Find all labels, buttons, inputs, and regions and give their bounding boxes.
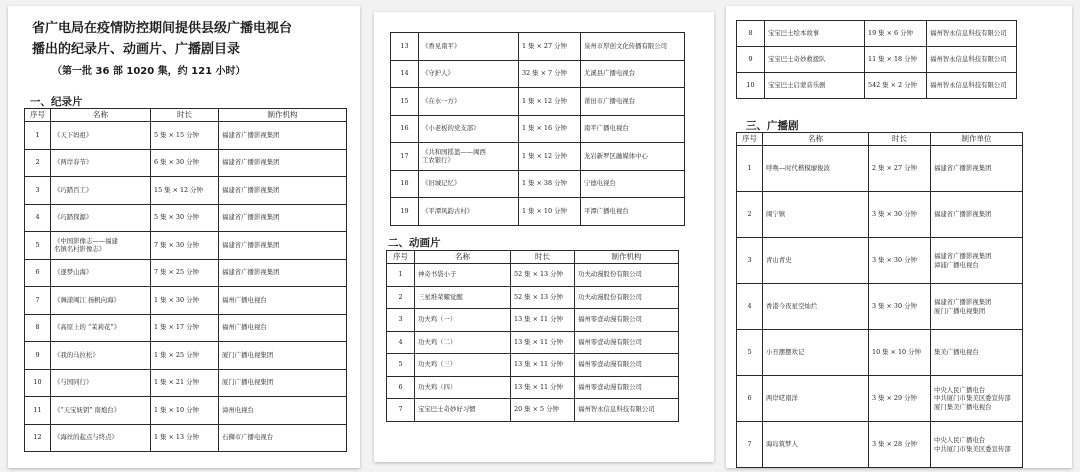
cell-duration: 15 集 × 12 分钟 xyxy=(151,177,219,205)
cell-producer: 福建省广播影视集团 xyxy=(931,146,1023,192)
cell-title: 《高原上的 “茉莉花”》 xyxy=(51,314,151,342)
cell-title: 宝宝巴士奇妙救援队 xyxy=(765,47,865,73)
table-row xyxy=(737,376,1023,422)
cell-duration: 1 集 × 27 分钟 xyxy=(519,33,581,61)
cell-number: 3 xyxy=(737,238,763,284)
section-heading-animation: 二、动画片 xyxy=(388,237,441,249)
table-row xyxy=(25,177,347,205)
cell-duration: 5 集 × 30 分钟 xyxy=(151,204,219,232)
cell-number: 14 xyxy=(391,60,419,88)
cell-number: 7 xyxy=(25,287,51,315)
cell-number: 1 xyxy=(387,264,415,287)
cell-title: 《舞漾闽江 扬帆向海》 xyxy=(51,287,151,315)
cell-number: 10 xyxy=(737,73,765,99)
cell-producer: 福州零壹动漫有限公司 xyxy=(575,309,679,332)
table-row xyxy=(25,369,347,397)
cell-number: 6 xyxy=(25,259,51,287)
cell-producer: 功夫动漫股份有限公司 xyxy=(575,264,679,287)
table-row xyxy=(737,47,1017,73)
table-row xyxy=(25,314,347,342)
table-header-row xyxy=(387,251,679,264)
cell-title: 《中国影像志——福建 名镇名村影像志》 xyxy=(51,232,151,260)
cell-producer: 福建省广播影视集团 xyxy=(219,149,347,177)
cell-title: 《平潭风韵古村》 xyxy=(419,198,519,226)
table-row xyxy=(25,342,347,370)
cell-number: 6 xyxy=(737,376,763,422)
table-row xyxy=(25,287,347,315)
cell-duration: 52 集 × 13 分钟 xyxy=(511,286,575,309)
cell-producer: 漳州电视台 xyxy=(219,397,347,425)
cell-title: 《“天宝妩钥” 南炮台》 xyxy=(51,397,151,425)
cell-title: 三星堆荣耀觉醒 xyxy=(415,286,511,309)
cell-title: 《小老板的党支部》 xyxy=(419,115,519,143)
col-header-duration: 时长 xyxy=(151,109,219,122)
cell-producer: 福州零壹动漫有限公司 xyxy=(575,331,679,354)
table-row xyxy=(737,192,1023,238)
cell-number: 11 xyxy=(25,397,51,425)
cell-title: 《巧踏百工》 xyxy=(51,177,151,205)
cell-producer: 福州智永信息科技有限公司 xyxy=(927,73,1017,99)
cell-title: 青山青史 xyxy=(763,238,869,284)
cell-title: 两岸呓南洋 xyxy=(763,376,869,422)
col-header-duration: 时长 xyxy=(511,251,575,264)
cell-producer: 福建省广播影视集团 xyxy=(931,192,1023,238)
cell-number: 1 xyxy=(737,146,763,192)
cell-duration: 1 集 × 10 分钟 xyxy=(519,198,581,226)
cell-title: 香港今夜星空灿烂 xyxy=(763,284,869,330)
cell-duration: 1 集 × 12 分钟 xyxy=(519,88,581,116)
cell-producer: 功夫动漫股份有限公司 xyxy=(575,286,679,309)
col-header-no: 序号 xyxy=(387,251,415,264)
cell-number: 4 xyxy=(387,331,415,354)
cell-producer: 福建省广播影视集团 xyxy=(219,204,347,232)
cell-producer: 石狮市广播电视台 xyxy=(219,424,347,452)
cell-title: 海岛筑梦人 xyxy=(763,422,869,468)
cell-producer: 福建省广播影视集团 xyxy=(219,259,347,287)
table-row xyxy=(391,143,685,171)
col-header-producer: 制作机构 xyxy=(575,251,679,264)
cell-number: 7 xyxy=(737,422,763,468)
table-row xyxy=(737,422,1023,468)
cell-number: 5 xyxy=(387,354,415,377)
cell-producer: 福州智永信息科技有限公司 xyxy=(575,399,679,422)
cell-title: 《海丝的起点与终点》 xyxy=(51,424,151,452)
table-row xyxy=(391,60,685,88)
animation-table xyxy=(386,250,679,422)
cell-number: 8 xyxy=(25,314,51,342)
cell-title: 《旧城记忆》 xyxy=(419,170,519,198)
cell-producer: 厦门广播电视集团 xyxy=(219,369,347,397)
cell-number: 8 xyxy=(737,21,765,47)
cell-duration: 13 集 × 11 分钟 xyxy=(511,376,575,399)
cell-title: 《守护人》 xyxy=(419,60,519,88)
cell-producer: 福建省广播影视集团 xyxy=(219,177,347,205)
table-row xyxy=(387,331,679,354)
document-title xyxy=(32,18,292,60)
cell-title: 《天下妈祖》 xyxy=(51,122,151,150)
cell-title: 功夫鸡（三） xyxy=(415,354,511,377)
table-row xyxy=(391,198,685,226)
col-header-name: 名称 xyxy=(415,251,511,264)
cell-producer: 福州智永信息科技有限公司 xyxy=(927,47,1017,73)
table-row xyxy=(25,204,347,232)
cell-producer: 中央人民广播电台 中共厦门市集美区委宣传部 厦门集美广播电视台 xyxy=(931,376,1023,422)
cell-title: 《巧踏探源》 xyxy=(51,204,151,232)
document-subtitle: （第一批 36 部 1020 集，约 121 小时） xyxy=(52,66,246,77)
cell-number: 7 xyxy=(387,399,415,422)
cell-number: 2 xyxy=(387,286,415,309)
cell-producer: 龙岩新罗区融媒体中心 xyxy=(581,143,685,171)
cell-duration: 2 集 × 27 分钟 xyxy=(869,146,931,192)
table-row xyxy=(387,376,679,399)
cell-producer: 福州广播电视台 xyxy=(219,314,347,342)
cell-title: 《共和国摇篮——闽西 工农银行》 xyxy=(419,143,519,171)
cell-producer: 中央人民广播电台 中共厦门市集美区委宣传部 xyxy=(931,422,1023,468)
cell-duration: 1 集 × 12 分钟 xyxy=(519,143,581,171)
cell-duration: 13 集 × 11 分钟 xyxy=(511,309,575,332)
table-row xyxy=(391,115,685,143)
cell-duration: 5 集 × 15 分钟 xyxy=(151,122,219,150)
table-row xyxy=(391,88,685,116)
table-header-row xyxy=(25,109,347,122)
cell-number: 5 xyxy=(737,330,763,376)
documentary-table xyxy=(24,108,347,452)
cell-title: 神奇书袋小子 xyxy=(415,264,511,287)
table-row xyxy=(391,170,685,198)
cell-duration: 13 集 × 11 分钟 xyxy=(511,354,575,377)
col-header-producer: 制作单位 xyxy=(931,133,1023,146)
cell-duration: 7 集 × 25 分钟 xyxy=(151,259,219,287)
cell-title: 《逐梦山海》 xyxy=(51,259,151,287)
cell-producer: 福州广播电视台 xyxy=(219,287,347,315)
cell-number: 2 xyxy=(737,192,763,238)
cell-duration: 1 集 × 13 分钟 xyxy=(151,424,219,452)
cell-duration: 32 集 × 7 分钟 xyxy=(519,60,581,88)
cell-producer: 福建省广播影视集团 xyxy=(219,232,347,260)
cell-duration: 1 集 × 17 分钟 xyxy=(151,314,219,342)
table-row xyxy=(737,238,1023,284)
page-panel-right xyxy=(726,6,1072,468)
cell-duration: 3 集 × 28 分钟 xyxy=(869,422,931,468)
cell-producer: 厦门广播电视集团 xyxy=(219,342,347,370)
cell-duration: 1 集 × 16 分钟 xyxy=(519,115,581,143)
radio-drama-table xyxy=(736,132,1023,468)
table-row xyxy=(737,284,1023,330)
cell-producer: 福建省广播影视集团 厦门广播电视集团 xyxy=(931,284,1023,330)
cell-duration: 6 集 × 30 分钟 xyxy=(151,149,219,177)
cell-number: 13 xyxy=(391,33,419,61)
cell-producer: 尤溪县广播电视台 xyxy=(581,60,685,88)
document-title-line-2: 播出的纪录片、动画片、广播剧目录 xyxy=(32,42,241,57)
section-heading-radio-drama: 三、广播剧 xyxy=(746,120,799,132)
cell-duration: 20 集 × 5 分钟 xyxy=(511,399,575,422)
table-row xyxy=(387,309,679,332)
cell-duration: 3 集 × 29 分钟 xyxy=(869,376,931,422)
col-header-name: 名称 xyxy=(763,133,869,146)
cell-duration: 3 集 × 30 分钟 xyxy=(869,192,931,238)
cell-number: 12 xyxy=(25,424,51,452)
page-panel-middle xyxy=(374,12,714,462)
col-header-name: 名称 xyxy=(51,109,151,122)
cell-producer: 南平广播电视台 xyxy=(581,115,685,143)
cell-number: 9 xyxy=(737,47,765,73)
cell-number: 10 xyxy=(25,369,51,397)
table-row xyxy=(25,424,347,452)
cell-title: 《两岸春节》 xyxy=(51,149,151,177)
table-row xyxy=(387,399,679,422)
cell-duration: 3 集 × 30 分钟 xyxy=(869,284,931,330)
table-row xyxy=(387,264,679,287)
cell-duration: 13 集 × 11 分钟 xyxy=(511,331,575,354)
page-panel-left xyxy=(8,6,360,468)
table-row xyxy=(25,397,347,425)
cell-number: 3 xyxy=(387,309,415,332)
cell-title: 宝宝巴士启蒙音乐剧 xyxy=(765,73,865,99)
table-header-row xyxy=(737,133,1023,146)
cell-number: 15 xyxy=(391,88,419,116)
cell-number: 16 xyxy=(391,115,419,143)
table-row xyxy=(737,146,1023,192)
cell-title: 闽宁镇 xyxy=(763,192,869,238)
cell-title: 功夫鸡（二） xyxy=(415,331,511,354)
cell-producer: 平潭广播电视台 xyxy=(581,198,685,226)
cell-number: 2 xyxy=(25,149,51,177)
cell-number: 17 xyxy=(391,143,419,171)
table-row xyxy=(25,149,347,177)
cell-title: 宝宝巴士绘本故事 xyxy=(765,21,865,47)
table-row xyxy=(737,21,1017,47)
cell-producer: 福州智永信息科技有限公司 xyxy=(927,21,1017,47)
cell-duration: 19 集 × 6 分钟 xyxy=(865,21,927,47)
cell-title: 《与国同行》 xyxy=(51,369,151,397)
cell-duration: 542 集 × 2 分钟 xyxy=(865,73,927,99)
cell-number: 18 xyxy=(391,170,419,198)
cell-duration: 11 集 × 18 分钟 xyxy=(865,47,927,73)
cell-duration: 1 集 × 10 分钟 xyxy=(151,397,219,425)
cell-producer: 福建省广播影视集团 漳浦广播电视台 xyxy=(931,238,1023,284)
cell-duration: 1 集 × 25 分钟 xyxy=(151,342,219,370)
animation-table-continued xyxy=(736,20,1017,99)
section-heading-documentary: 一、纪录片 xyxy=(30,96,83,108)
cell-duration: 1 集 × 38 分钟 xyxy=(519,170,581,198)
cell-title: 《在水一方》 xyxy=(419,88,519,116)
cell-number: 3 xyxy=(25,177,51,205)
cell-number: 1 xyxy=(25,122,51,150)
documentary-table-continued xyxy=(390,32,685,226)
cell-number: 5 xyxy=(25,232,51,260)
table-row xyxy=(387,354,679,377)
cell-producer: 集美广播电视台 xyxy=(931,330,1023,376)
cell-title: 功夫鸡（四） xyxy=(415,376,511,399)
cell-duration: 10 集 × 10 分钟 xyxy=(869,330,931,376)
cell-producer: 福州零壹动漫有限公司 xyxy=(575,354,679,377)
cell-producer: 泉州市厚创文化传播有限公司 xyxy=(581,33,685,61)
col-header-no: 序号 xyxy=(737,133,763,146)
cell-title: 宝宝巴士奇妙好习惯 xyxy=(415,399,511,422)
cell-producer: 福建省广播影视集团 xyxy=(219,122,347,150)
cell-producer: 莆田市广播电视台 xyxy=(581,88,685,116)
cell-title: 小丑摆摆欢记 xyxy=(763,330,869,376)
cell-number: 19 xyxy=(391,198,419,226)
table-row xyxy=(25,259,347,287)
cell-number: 9 xyxy=(25,342,51,370)
table-row xyxy=(25,232,347,260)
cell-duration: 1 集 × 21 分钟 xyxy=(151,369,219,397)
cell-duration: 52 集 × 13 分钟 xyxy=(511,264,575,287)
cell-producer: 宁德电视台 xyxy=(581,170,685,198)
table-row xyxy=(25,122,347,150)
table-row xyxy=(387,286,679,309)
cell-duration: 1 集 × 30 分钟 xyxy=(151,287,219,315)
cell-title: 呼唤—时代楷模廖俊波 xyxy=(763,146,869,192)
col-header-no: 序号 xyxy=(25,109,51,122)
cell-duration: 7 集 × 30 分钟 xyxy=(151,232,219,260)
table-row xyxy=(737,73,1017,99)
cell-number: 4 xyxy=(737,284,763,330)
cell-title: 功夫鸡（一） xyxy=(415,309,511,332)
col-header-producer: 制作机构 xyxy=(219,109,347,122)
cell-number: 6 xyxy=(387,376,415,399)
table-row xyxy=(391,33,685,61)
table-row xyxy=(737,330,1023,376)
cell-title: 《我的马拉松》 xyxy=(51,342,151,370)
document-title-line-1: 省广电局在疫情防控期间提供县级广播电视台 xyxy=(32,21,293,36)
cell-title: 《香见南平》 xyxy=(419,33,519,61)
cell-producer: 福州零壹动漫有限公司 xyxy=(575,376,679,399)
col-header-duration: 时长 xyxy=(869,133,931,146)
cell-duration: 3 集 × 30 分钟 xyxy=(869,238,931,284)
cell-number: 4 xyxy=(25,204,51,232)
